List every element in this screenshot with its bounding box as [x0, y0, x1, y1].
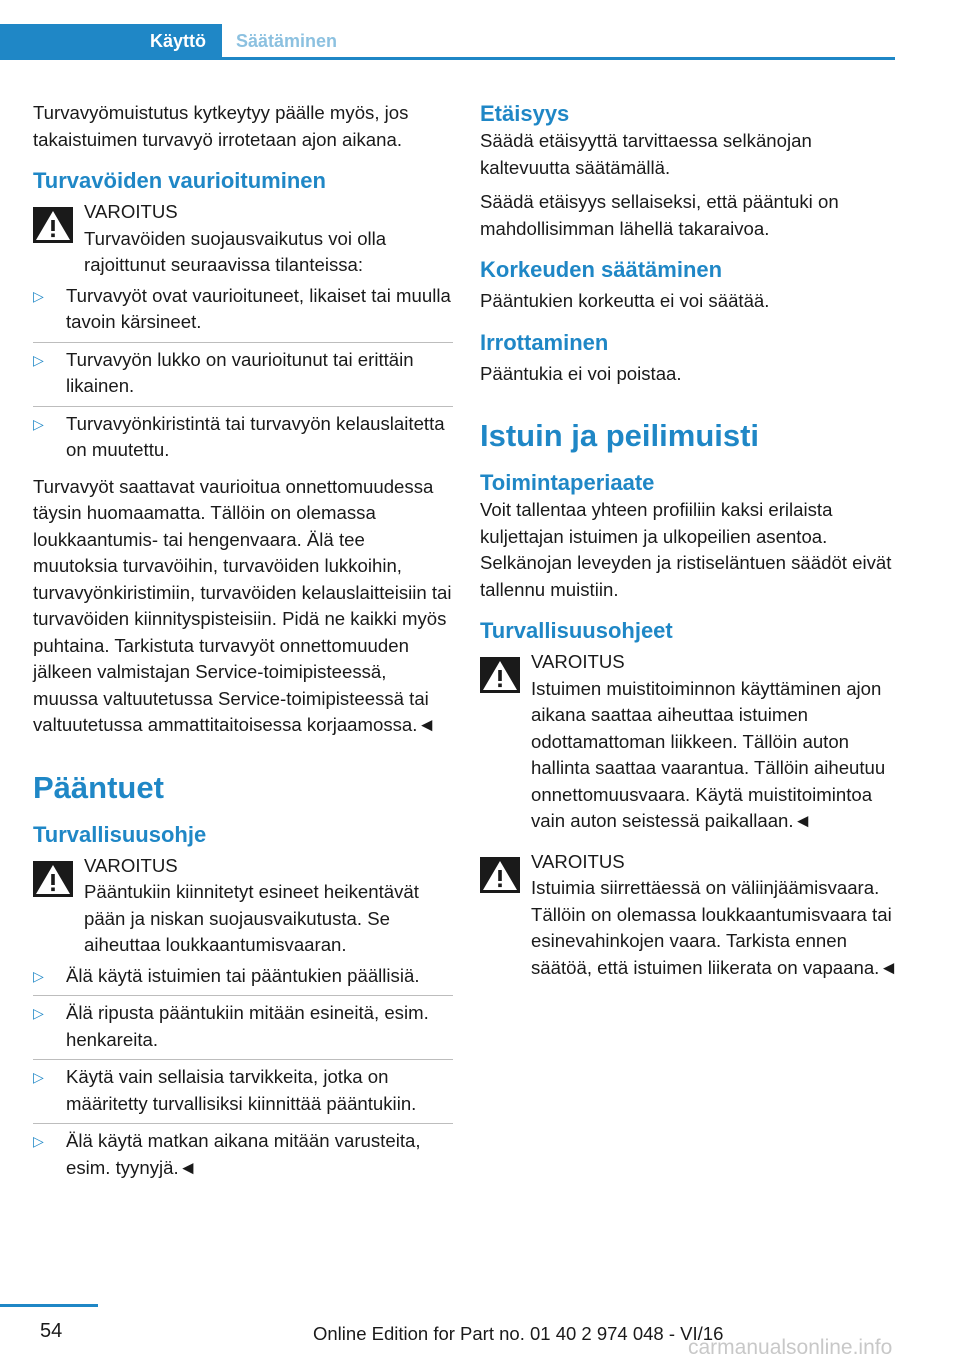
triangle-right-icon: ▷ — [33, 1005, 44, 1021]
warning-block-3 — [480, 649, 898, 835]
warning-text-3: Istuimen muistitoiminnon käyttäminen ajon aikana saattaa aiheuttaa istuimen odottamattoman liikkeen. Tällöin auton hallinta saattaa vaarantua. Tällöin aiheutuu onnettomuusvaara. Käytä muistitoimintoa vain auton seistessä paikallaan.◄ — [531, 677, 886, 831]
warning-triangle-icon — [33, 207, 73, 243]
watermark: carmanualsonline.info — [688, 1336, 893, 1359]
page-number: 54 — [40, 1320, 63, 1342]
warning-text-1: Turvavöiden suojausvaikutus voi olla rajoittunut seuraavissa tilanteissa: — [84, 227, 387, 275]
triangle-right-icon: ▷ — [33, 1133, 44, 1149]
tab-kaytto-label: Käyttö — [149, 31, 206, 51]
distance-paragraph-2: Säädä etäisyys sellaiseksi, että pääntuki on mahdollisimman lähellä takaraivoa. — [480, 191, 839, 239]
headrest-list — [33, 963, 453, 1188]
intro-paragraph: Turvavyömuistutus kytkeytyy päälle myös, jos takaistuimen turvavyö irrotetaan ajon aikana. — [33, 102, 409, 150]
distance-heading: Etäisyys — [480, 101, 570, 126]
list-item: ▷ Älä ripusta pääntukiin mitään esineitä, esim. henkareita. — [33, 1000, 453, 1060]
remove-heading: Irrottaminen — [480, 329, 609, 355]
height-heading: Korkeuden säätäminen — [480, 257, 723, 282]
tab-saataminen[interactable] — [222, 24, 895, 60]
warning-title-1: VAROITUS — [84, 201, 178, 222]
triangle-right-icon: ▷ — [33, 287, 44, 304]
list-item: ▷ Älä käytä matkan aikana mitään varusteita, esim. tyynyjä.◄ — [33, 1130, 421, 1178]
warning-text-4: Istuimia siirrettäessä on väliinjäämisvaara. Tällöin on olemassa loukkaantumisvaara tai esinevahinkojen vaara. Tarkista ennen säätöä, että istuimen liikerata on vapaana.◄ — [531, 877, 898, 978]
warning-block-2 — [33, 853, 453, 959]
left-column — [33, 100, 453, 1191]
height-paragraph: Pääntukien korkeutta ei voi säätää. — [480, 290, 770, 311]
warning-block-4 — [480, 849, 898, 982]
memory-safety-heading: Turvallisuusohjeet — [480, 618, 673, 643]
list-item: ▷ Turvavyönkiristintä tai turvavyön kelauslaitetta on muutettu. — [33, 412, 445, 460]
footer-accent-line — [0, 1304, 98, 1307]
warning-title-2: VAROITUS — [84, 854, 178, 876]
principle-paragraph: Voit tallentaa yhteen profiiliin kaksi erilaista kuljettajan istuimen ja ulkopeilien asentoa. Selkänojan leveyden ja ristiseläntuen säädöt eivät tallennu muistiin. — [480, 499, 892, 600]
tab-kaytto[interactable] — [0, 24, 222, 60]
warning-block-1 — [33, 199, 453, 279]
belt-damage-heading: Turvavöiden vaurioituminen — [33, 168, 326, 193]
triangle-right-icon: ▷ — [33, 967, 44, 984]
belt-damage-paragraph: Turvavyöt saattavat vaurioitua onnettomuudessa täysin huomaamatta. Tällöin on olemassa loukkaantumis- tai hengenvaara. Älä tee muutoksia turvavöihin, turvavöiden lukkoihin, turvavyönkiristimiin, turvavöiden kelauslaitteisiin tai turvavöiden kiinnityspisteisiin. Pidä ne kaikki myös puhtaina. Tarkistuta turvavyöt onnettomuuden jälkeen valmistajan Service-toimipisteessä, muussa valtuutetussa Service-toimipisteessä tai valtuutetussa ammattitaitoisessa korjaamossa.◄ — [33, 475, 452, 735]
remove-paragraph: Pääntukia ei voi poistaa. — [480, 362, 682, 384]
distance-paragraph-1: Säädä etäisyyttä tarvittaessa selkänojan kaltevuutta säätämällä. — [480, 130, 812, 178]
warning-triangle-icon — [480, 857, 520, 893]
tab-saataminen-label: Säätäminen — [236, 31, 338, 51]
triangle-right-icon: ▷ — [33, 415, 44, 432]
chapter-header — [0, 24, 895, 62]
list-item: ▷ Turvavyöt ovat vaurioituneet, likaiset tai muulla tavoin kärsineet. — [33, 283, 453, 343]
warning-title-3: VAROITUS — [531, 651, 625, 672]
memory-heading: Istuin ja peilimuisti — [480, 418, 760, 453]
edition-text: Online Edition for Part no. 01 40 2 974 048 - VI/16 — [313, 1323, 724, 1344]
belt-damage-list — [33, 283, 453, 470]
warning-title-4: VAROITUS — [531, 850, 625, 872]
triangle-right-icon: ▷ — [33, 1069, 44, 1085]
principle-heading: Toimintaperiaate — [480, 470, 655, 495]
list-item: ▷ Käytä vain sellaisia tarvikkeita, jotka on määritetty turvallisiksi kiinnittää pääntukiin. — [33, 1064, 453, 1124]
right-column — [480, 100, 898, 981]
warning-text-2: Pääntukiin kiinnitetyt esineet heikentävät pään ja niskan suojausvaikutusta. Se aiheuttaa loukkaantumisvaaran. — [84, 881, 419, 955]
headrest-safety-heading: Turvallisuusohje — [33, 821, 207, 847]
triangle-right-icon: ▷ — [33, 351, 44, 368]
warning-triangle-icon — [33, 861, 73, 897]
list-item: ▷ Älä käytä istuimien tai pääntukien päällisiä. — [33, 963, 453, 997]
warning-triangle-icon — [480, 657, 520, 693]
list-item: ▷ Turvavyön lukko on vaurioitunut tai erittäin likainen. — [33, 347, 453, 407]
headrests-heading: Pääntuet — [33, 769, 164, 805]
